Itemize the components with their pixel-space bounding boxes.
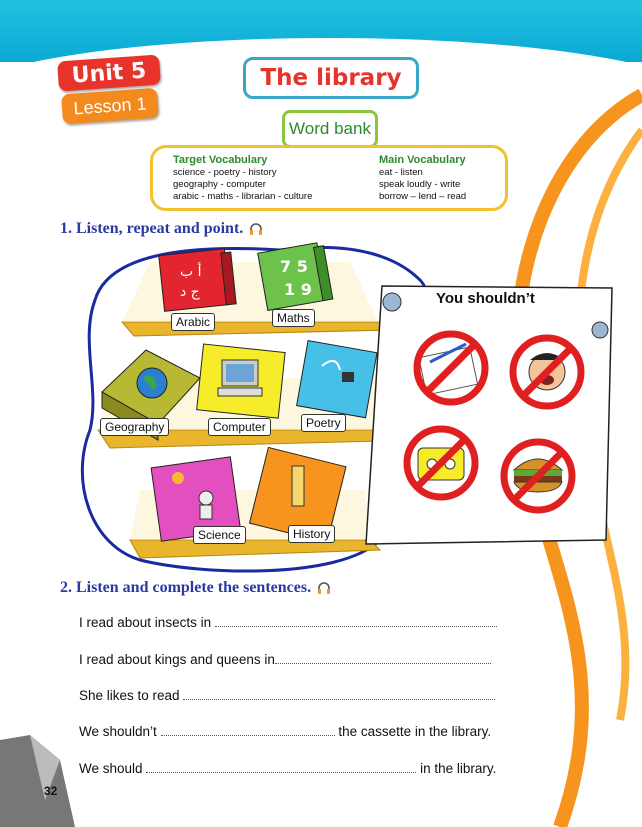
computer-book xyxy=(197,344,285,418)
arabic-letters: أ ب xyxy=(180,264,202,280)
sentence-4-end: the cassette in the library. xyxy=(338,724,492,739)
sentence-2 xyxy=(79,652,491,667)
you-shouldnt-poster xyxy=(366,286,612,544)
book-label-history[interactable]: History xyxy=(288,525,335,543)
sentence-5-text: We should xyxy=(79,761,143,776)
book-label-computer[interactable]: Computer xyxy=(208,418,271,436)
target-vocab-line: science - poetry - history xyxy=(173,167,277,178)
maths-numbers-2: 1 9 xyxy=(284,280,312,299)
section-2-title-text: 2. Listen and complete the sentences. xyxy=(60,579,312,596)
sentence-3 xyxy=(79,688,495,703)
blank-field-1[interactable] xyxy=(215,615,497,627)
blank-field-3[interactable] xyxy=(183,688,495,700)
main-vocab-line: speak loudly - write xyxy=(379,179,461,190)
blank-field-2[interactable] xyxy=(275,652,491,664)
target-vocab-line: geography - computer xyxy=(173,179,266,190)
sentence-1 xyxy=(79,615,497,630)
sentence-4 xyxy=(79,724,491,739)
maths-book xyxy=(258,242,333,311)
arabic-letters-2: ج د xyxy=(180,284,200,300)
book-label-geography[interactable]: Geography xyxy=(100,418,169,436)
book-label-maths[interactable]: Maths xyxy=(272,309,315,327)
book-label-arabic[interactable]: Arabic xyxy=(171,313,215,331)
section-2-title xyxy=(60,579,331,597)
lesson-badge: Lesson 1 xyxy=(61,88,159,125)
sentence-1-text: I read about insects in xyxy=(79,615,212,630)
word-bank-label: Word bank xyxy=(282,110,378,148)
shelf-top xyxy=(122,322,390,336)
target-vocab-line: arabic - maths - librarian - culture xyxy=(173,191,313,202)
blank-field-4[interactable] xyxy=(161,724,335,736)
page-number: 32 xyxy=(44,784,58,798)
page-title: The library xyxy=(243,57,419,99)
blank-field-5[interactable] xyxy=(146,761,416,773)
main-vocab-line: borrow – lend – read xyxy=(379,191,467,202)
poster-title: You shouldn’t xyxy=(436,290,535,307)
sentence-3-text: She likes to read xyxy=(79,688,180,703)
book-label-poetry[interactable]: Poetry xyxy=(301,414,346,432)
maths-numbers: 7 5 xyxy=(280,257,308,276)
book-label-science[interactable]: Science xyxy=(193,526,246,544)
sentence-5 xyxy=(79,761,496,776)
sentence-5-end: in the library. xyxy=(420,761,497,776)
main-vocab-line: eat - listen xyxy=(379,167,423,178)
poetry-book xyxy=(297,341,377,418)
sentence-2-text: I read about kings and queens in xyxy=(79,652,275,667)
sentence-4-text: We shouldn’t xyxy=(79,724,157,739)
headphones-icon[interactable] xyxy=(317,581,331,595)
target-vocabulary-heading: Target Vocabulary xyxy=(173,154,268,166)
unit-badge: Unit 5 xyxy=(57,54,161,91)
main-vocabulary-heading: Main Vocabulary xyxy=(379,154,466,166)
shelf-bottom xyxy=(130,540,380,558)
section-1-title-text: 1. Listen, repeat and point. xyxy=(60,220,244,237)
